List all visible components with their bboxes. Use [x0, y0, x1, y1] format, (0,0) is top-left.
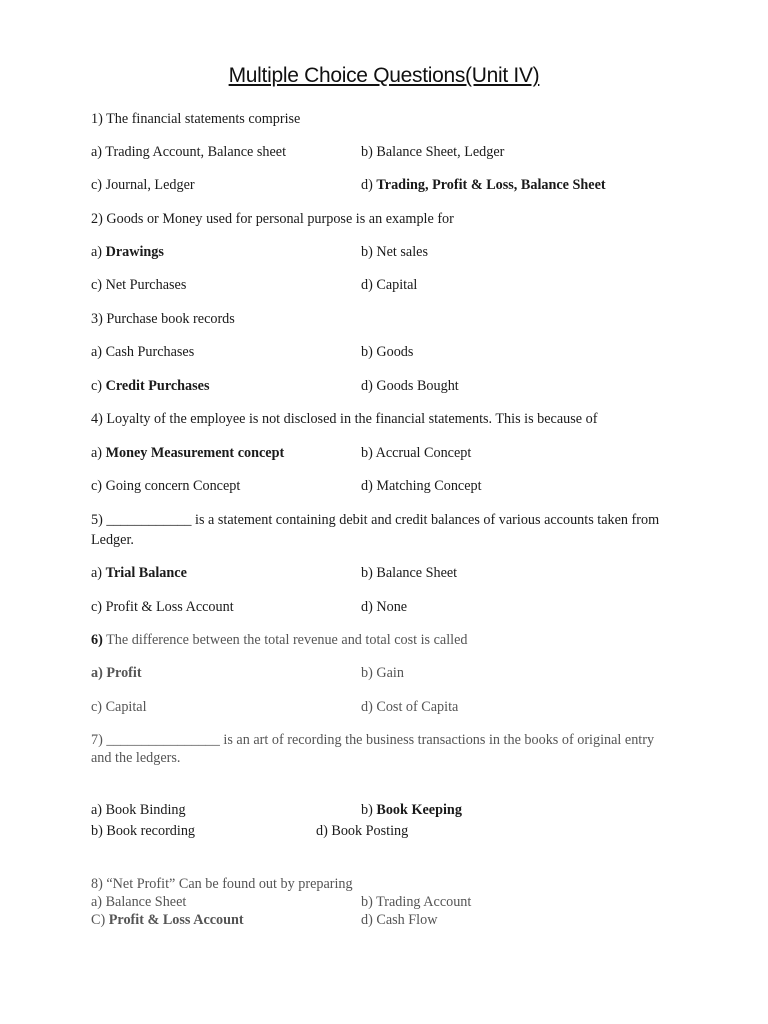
question-7-option-d: d) Book Posting: [316, 823, 409, 839]
question-8-option-c: [91, 912, 244, 929]
question-text: The difference between the total revenue and total cost is called: [102, 632, 468, 648]
question-6-stem: [91, 632, 467, 649]
correct-answer: a) Profit: [91, 665, 142, 681]
question-3-option-c: [91, 378, 209, 395]
question-2-option-d: d) Capital: [361, 277, 418, 293]
question-2-stem: 2) Goods or Money used for personal purpose is an example for: [91, 211, 454, 227]
question-1-stem: 1) The financial statements comprise: [91, 111, 301, 127]
question-7-option-a: a) Book Binding: [91, 802, 186, 818]
question-5-option-b: b) Balance Sheet: [361, 565, 458, 581]
question-8-option-a: a) Balance Sheet: [91, 894, 187, 910]
question-8-option-d: d) Cash Flow: [361, 912, 438, 928]
question-5-option-c: c) Profit & Loss Account: [91, 599, 234, 615]
question-4-option-b: b) Accrual Concept: [361, 445, 472, 461]
question-5-option-a: [91, 565, 187, 582]
question-5-option-d: d) None: [361, 599, 408, 615]
question-6-option-a: [91, 665, 142, 682]
option-prefix: a): [91, 565, 106, 581]
correct-answer: Drawings: [105, 244, 164, 260]
option-prefix: a): [91, 244, 106, 260]
question-3-option-a: a) Cash Purchases: [91, 344, 195, 360]
correct-answer: Trading, Profit & Loss, Balance Sheet: [376, 177, 606, 193]
question-1-option-a: a) Trading Account, Balance sheet: [91, 144, 287, 160]
option-prefix: a): [91, 445, 106, 461]
question-2-option-b: b) Net sales: [361, 244, 428, 260]
correct-answer: Money Measurement concept: [105, 445, 285, 461]
question-2-option-a: [91, 244, 164, 261]
question-3-stem: 3) Purchase book records: [91, 311, 235, 327]
question-1-option-b: b) Balance Sheet, Ledger: [361, 144, 505, 160]
question-4-option-c: c) Going concern Concept: [91, 478, 241, 494]
question-number: 6): [91, 632, 103, 648]
question-6-option-b: b) Gain: [361, 665, 404, 681]
question-1-option-d: [361, 177, 606, 194]
option-prefix: d): [361, 177, 377, 193]
question-4-option-d: d) Matching Concept: [361, 478, 482, 494]
question-3-option-b: b) Goods: [361, 344, 414, 360]
option-prefix: c): [91, 378, 106, 394]
page-title: Multiple Choice Questions(Unit IV): [228, 64, 540, 87]
question-7-option-b: [361, 802, 462, 819]
option-prefix: b): [361, 802, 377, 818]
question-7-stem: 7) ________________ is an art of recording the business transactions in the books of original entry and the ledgers.: [91, 732, 655, 766]
question-4-option-a: [91, 445, 284, 462]
option-prefix: C): [91, 912, 109, 928]
correct-answer: Book Keeping: [376, 802, 462, 818]
question-2-option-c: c) Net Purchases: [91, 277, 187, 293]
question-6-option-d: d) Cost of Capita: [361, 699, 459, 715]
question-1-option-c: c) Journal, Ledger: [91, 177, 195, 193]
question-7-option-c: b) Book recording: [91, 823, 196, 839]
question-8-stem: 8) “Net Profit” Can be found out by preparing: [91, 876, 353, 892]
question-5-stem: 5) ____________ is a statement containing debit and credit balances of various accounts taken from Ledger.: [91, 512, 660, 548]
correct-answer: Profit & Loss Account: [108, 912, 244, 928]
question-3-option-d: d) Goods Bought: [361, 378, 459, 394]
question-6-option-c: c) Capital: [91, 699, 147, 715]
question-4-stem: 4) Loyalty of the employee is not disclosed in the financial statements. This is because of: [91, 411, 598, 427]
correct-answer: Credit Purchases: [105, 378, 210, 394]
question-8-option-b: b) Trading Account: [361, 894, 472, 910]
correct-answer: Trial Balance: [105, 565, 187, 581]
